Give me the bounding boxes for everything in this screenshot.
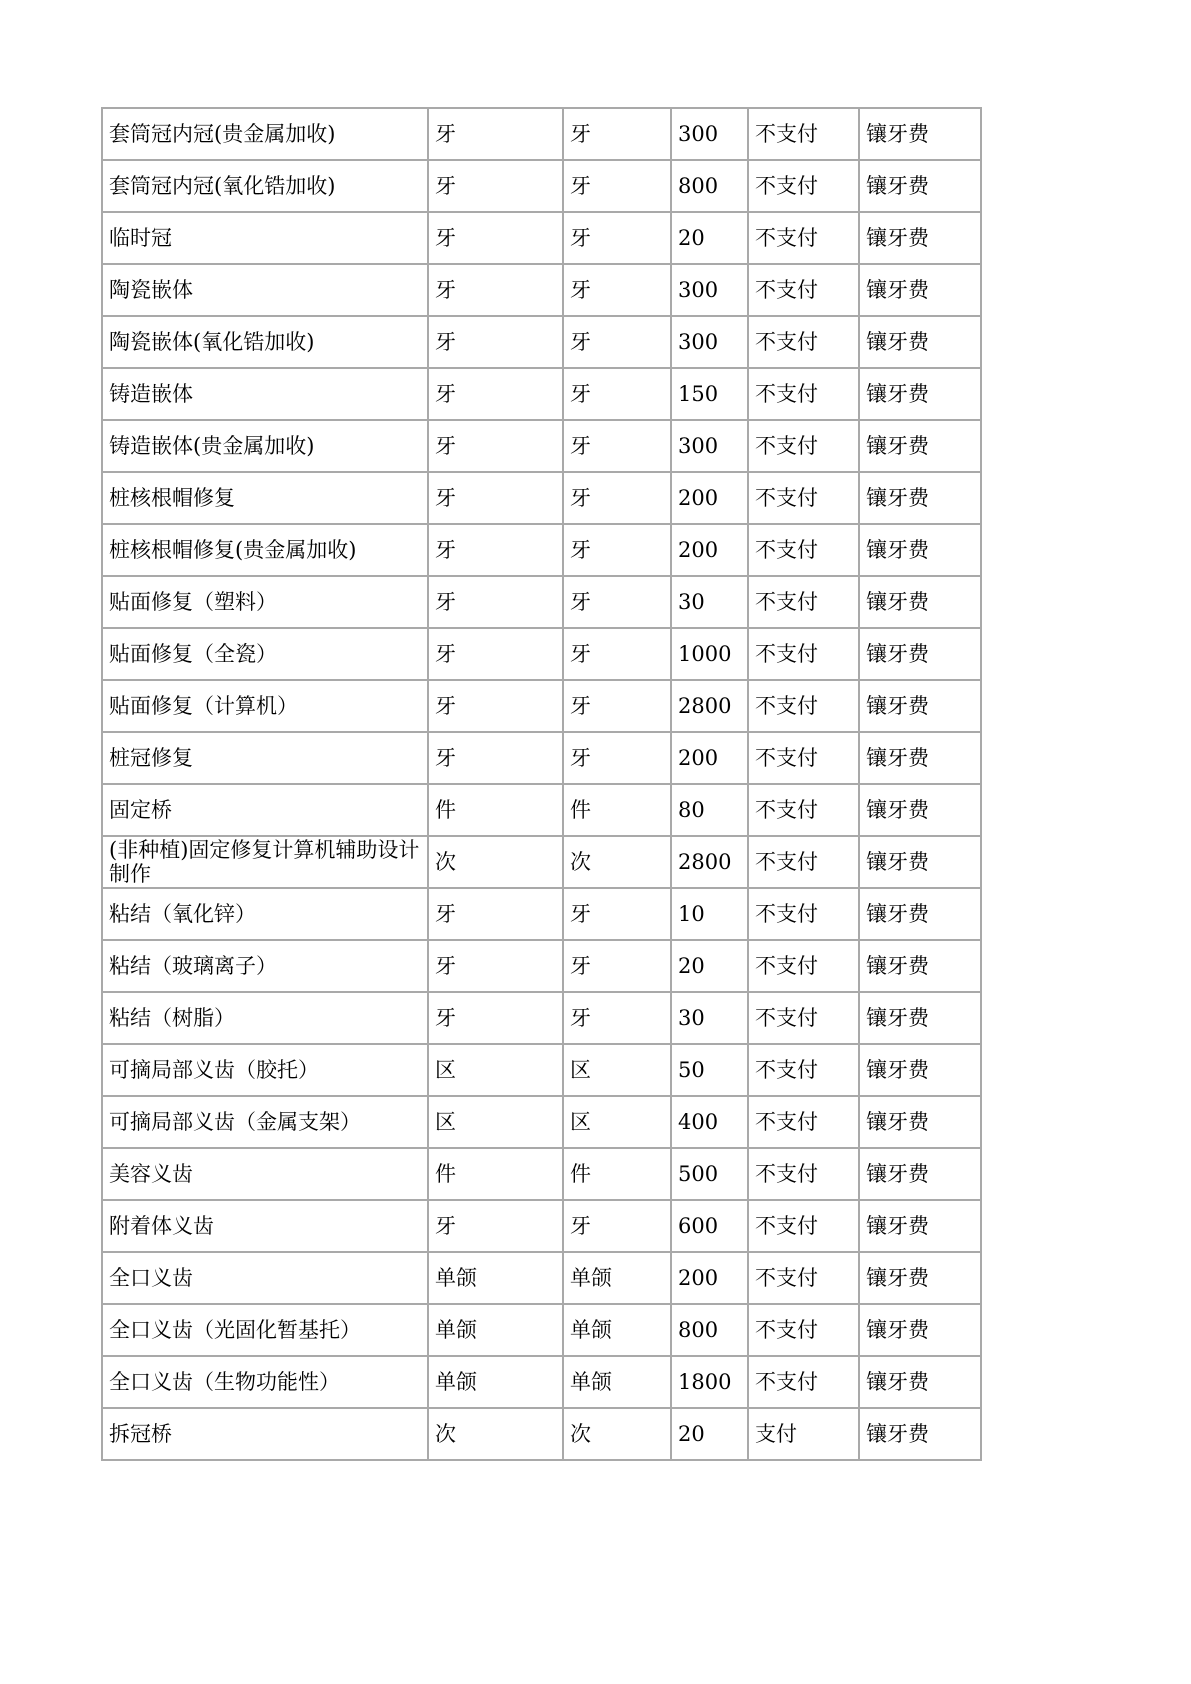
billing-unit-cell: 牙 bbox=[563, 420, 671, 472]
price-cell: 300 bbox=[671, 316, 748, 368]
unit-cell: 牙 bbox=[428, 992, 563, 1044]
fee-category-cell: 镶牙费 bbox=[859, 1304, 981, 1356]
item-name-cell: 贴面修复（塑料） bbox=[102, 576, 428, 628]
item-name-cell: 拆冠桥 bbox=[102, 1408, 428, 1460]
payment-status-cell: 不支付 bbox=[748, 680, 859, 732]
unit-cell: 牙 bbox=[428, 628, 563, 680]
unit-cell: 牙 bbox=[428, 732, 563, 784]
item-name-cell: 铸造嵌体(贵金属加收) bbox=[102, 420, 428, 472]
table-row bbox=[102, 264, 981, 316]
unit-cell: 区 bbox=[428, 1044, 563, 1096]
item-name-cell: 粘结（玻璃离子） bbox=[102, 940, 428, 992]
unit-cell: 件 bbox=[428, 1148, 563, 1200]
billing-unit-cell: 牙 bbox=[563, 160, 671, 212]
billing-unit-cell: 牙 bbox=[563, 680, 671, 732]
fee-category-cell: 镶牙费 bbox=[859, 888, 981, 940]
unit-cell: 单颌 bbox=[428, 1252, 563, 1304]
payment-status-cell: 不支付 bbox=[748, 992, 859, 1044]
item-name-cell: 美容义齿 bbox=[102, 1148, 428, 1200]
payment-status-cell: 不支付 bbox=[748, 108, 859, 160]
item-name-cell: 贴面修复（全瓷） bbox=[102, 628, 428, 680]
billing-unit-cell: 牙 bbox=[563, 524, 671, 576]
billing-unit-cell: 单颌 bbox=[563, 1356, 671, 1408]
billing-unit-cell: 牙 bbox=[563, 368, 671, 420]
billing-unit-cell: 牙 bbox=[563, 264, 671, 316]
price-cell: 300 bbox=[671, 420, 748, 472]
table-row bbox=[102, 1044, 981, 1096]
price-cell: 1000 bbox=[671, 628, 748, 680]
table-row bbox=[102, 628, 981, 680]
table-row bbox=[102, 1408, 981, 1460]
table-row bbox=[102, 680, 981, 732]
unit-cell: 件 bbox=[428, 784, 563, 836]
price-cell: 500 bbox=[671, 1148, 748, 1200]
fee-category-cell: 镶牙费 bbox=[859, 524, 981, 576]
unit-cell: 单颌 bbox=[428, 1304, 563, 1356]
unit-cell: 牙 bbox=[428, 472, 563, 524]
table-row bbox=[102, 316, 981, 368]
payment-status-cell: 不支付 bbox=[748, 1044, 859, 1096]
item-name-cell: 固定桥 bbox=[102, 784, 428, 836]
billing-unit-cell: 区 bbox=[563, 1044, 671, 1096]
unit-cell: 区 bbox=[428, 1096, 563, 1148]
billing-unit-cell: 单颌 bbox=[563, 1304, 671, 1356]
payment-status-cell: 不支付 bbox=[748, 784, 859, 836]
table-row bbox=[102, 212, 981, 264]
fee-category-cell: 镶牙费 bbox=[859, 316, 981, 368]
table-row bbox=[102, 1304, 981, 1356]
fee-category-cell: 镶牙费 bbox=[859, 732, 981, 784]
item-name-cell: 粘结（氧化锌） bbox=[102, 888, 428, 940]
unit-cell: 牙 bbox=[428, 160, 563, 212]
table-row bbox=[102, 784, 981, 836]
table-row bbox=[102, 836, 981, 888]
item-name-cell: 全口义齿 bbox=[102, 1252, 428, 1304]
price-cell: 30 bbox=[671, 576, 748, 628]
fee-category-cell: 镶牙费 bbox=[859, 836, 981, 888]
unit-cell: 次 bbox=[428, 836, 563, 888]
item-name-cell: 陶瓷嵌体(氧化锆加收) bbox=[102, 316, 428, 368]
billing-unit-cell: 牙 bbox=[563, 940, 671, 992]
fee-category-cell: 镶牙费 bbox=[859, 940, 981, 992]
payment-status-cell: 不支付 bbox=[748, 940, 859, 992]
fee-category-cell: 镶牙费 bbox=[859, 628, 981, 680]
price-cell: 200 bbox=[671, 1252, 748, 1304]
item-name-cell: 桩冠修复 bbox=[102, 732, 428, 784]
fee-category-cell: 镶牙费 bbox=[859, 160, 981, 212]
payment-status-cell: 不支付 bbox=[748, 316, 859, 368]
billing-unit-cell: 牙 bbox=[563, 472, 671, 524]
payment-status-cell: 不支付 bbox=[748, 732, 859, 784]
price-cell: 800 bbox=[671, 160, 748, 212]
table-row bbox=[102, 1096, 981, 1148]
unit-cell: 牙 bbox=[428, 940, 563, 992]
unit-cell: 牙 bbox=[428, 212, 563, 264]
fee-category-cell: 镶牙费 bbox=[859, 1044, 981, 1096]
item-name-cell: 全口义齿（光固化暂基托） bbox=[102, 1304, 428, 1356]
item-name-cell: 套筒冠内冠(贵金属加收) bbox=[102, 108, 428, 160]
price-cell: 200 bbox=[671, 524, 748, 576]
price-cell: 10 bbox=[671, 888, 748, 940]
table-row bbox=[102, 108, 981, 160]
payment-status-cell: 不支付 bbox=[748, 420, 859, 472]
fee-category-cell: 镶牙费 bbox=[859, 1096, 981, 1148]
payment-status-cell: 不支付 bbox=[748, 264, 859, 316]
item-name-cell: 全口义齿（生物功能性） bbox=[102, 1356, 428, 1408]
unit-cell: 牙 bbox=[428, 368, 563, 420]
price-cell: 150 bbox=[671, 368, 748, 420]
fee-category-cell: 镶牙费 bbox=[859, 368, 981, 420]
item-name-cell: 桩核根帽修复 bbox=[102, 472, 428, 524]
table-row bbox=[102, 1200, 981, 1252]
fee-category-cell: 镶牙费 bbox=[859, 576, 981, 628]
unit-cell: 次 bbox=[428, 1408, 563, 1460]
table-row bbox=[102, 888, 981, 940]
item-name-cell: 铸造嵌体 bbox=[102, 368, 428, 420]
fee-category-cell: 镶牙费 bbox=[859, 1200, 981, 1252]
table-row bbox=[102, 1356, 981, 1408]
fee-category-cell: 镶牙费 bbox=[859, 784, 981, 836]
price-cell: 20 bbox=[671, 212, 748, 264]
payment-status-cell: 不支付 bbox=[748, 1252, 859, 1304]
item-name-cell: 临时冠 bbox=[102, 212, 428, 264]
payment-status-cell: 不支付 bbox=[748, 888, 859, 940]
payment-status-cell: 不支付 bbox=[748, 1148, 859, 1200]
billing-unit-cell: 次 bbox=[563, 836, 671, 888]
price-cell: 300 bbox=[671, 264, 748, 316]
payment-status-cell: 不支付 bbox=[748, 212, 859, 264]
fee-category-cell: 镶牙费 bbox=[859, 420, 981, 472]
billing-unit-cell: 牙 bbox=[563, 576, 671, 628]
payment-status-cell: 不支付 bbox=[748, 472, 859, 524]
table-row bbox=[102, 1148, 981, 1200]
dental-fee-table bbox=[101, 107, 982, 1461]
billing-unit-cell: 牙 bbox=[563, 316, 671, 368]
fee-category-cell: 镶牙费 bbox=[859, 1408, 981, 1460]
fee-category-cell: 镶牙费 bbox=[859, 1148, 981, 1200]
item-name-cell: 附着体义齿 bbox=[102, 1200, 428, 1252]
price-cell: 300 bbox=[671, 108, 748, 160]
item-name-cell: 可摘局部义齿（金属支架） bbox=[102, 1096, 428, 1148]
fee-category-cell: 镶牙费 bbox=[859, 1356, 981, 1408]
item-name-cell: 陶瓷嵌体 bbox=[102, 264, 428, 316]
payment-status-cell: 不支付 bbox=[748, 160, 859, 212]
payment-status-cell: 不支付 bbox=[748, 576, 859, 628]
table-row bbox=[102, 576, 981, 628]
billing-unit-cell: 单颌 bbox=[563, 1252, 671, 1304]
unit-cell: 牙 bbox=[428, 576, 563, 628]
billing-unit-cell: 牙 bbox=[563, 1200, 671, 1252]
billing-unit-cell: 件 bbox=[563, 784, 671, 836]
billing-unit-cell: 牙 bbox=[563, 108, 671, 160]
item-name-cell: 桩核根帽修复(贵金属加收) bbox=[102, 524, 428, 576]
price-cell: 200 bbox=[671, 472, 748, 524]
billing-unit-cell: 牙 bbox=[563, 732, 671, 784]
table-row bbox=[102, 160, 981, 212]
price-cell: 1800 bbox=[671, 1356, 748, 1408]
payment-status-cell: 不支付 bbox=[748, 628, 859, 680]
table-row bbox=[102, 992, 981, 1044]
item-name-cell: 套筒冠内冠(氧化锆加收) bbox=[102, 160, 428, 212]
table-row bbox=[102, 524, 981, 576]
price-cell: 20 bbox=[671, 1408, 748, 1460]
payment-status-cell: 支付 bbox=[748, 1408, 859, 1460]
price-cell: 2800 bbox=[671, 836, 748, 888]
price-cell: 200 bbox=[671, 732, 748, 784]
fee-category-cell: 镶牙费 bbox=[859, 108, 981, 160]
payment-status-cell: 不支付 bbox=[748, 368, 859, 420]
unit-cell: 牙 bbox=[428, 108, 563, 160]
table-row bbox=[102, 732, 981, 784]
price-cell: 600 bbox=[671, 1200, 748, 1252]
payment-status-cell: 不支付 bbox=[748, 1096, 859, 1148]
billing-unit-cell: 牙 bbox=[563, 992, 671, 1044]
fee-category-cell: 镶牙费 bbox=[859, 1252, 981, 1304]
table-row bbox=[102, 368, 981, 420]
fee-category-cell: 镶牙费 bbox=[859, 680, 981, 732]
unit-cell: 牙 bbox=[428, 524, 563, 576]
unit-cell: 牙 bbox=[428, 680, 563, 732]
fee-category-cell: 镶牙费 bbox=[859, 212, 981, 264]
table-body bbox=[102, 108, 981, 1460]
item-name-cell: 粘结（树脂） bbox=[102, 992, 428, 1044]
payment-status-cell: 不支付 bbox=[748, 524, 859, 576]
price-cell: 80 bbox=[671, 784, 748, 836]
price-cell: 20 bbox=[671, 940, 748, 992]
price-cell: 800 bbox=[671, 1304, 748, 1356]
item-name-cell: 可摘局部义齿（胶托） bbox=[102, 1044, 428, 1096]
unit-cell: 牙 bbox=[428, 316, 563, 368]
unit-cell: 单颌 bbox=[428, 1356, 563, 1408]
table-row bbox=[102, 1252, 981, 1304]
item-name-cell: (非种植)固定修复计算机辅助设计制作 bbox=[102, 836, 428, 888]
item-name-cell: 贴面修复（计算机） bbox=[102, 680, 428, 732]
price-cell: 2800 bbox=[671, 680, 748, 732]
billing-unit-cell: 区 bbox=[563, 1096, 671, 1148]
billing-unit-cell: 次 bbox=[563, 1408, 671, 1460]
unit-cell: 牙 bbox=[428, 888, 563, 940]
table-row bbox=[102, 472, 981, 524]
payment-status-cell: 不支付 bbox=[748, 1304, 859, 1356]
unit-cell: 牙 bbox=[428, 264, 563, 316]
payment-status-cell: 不支付 bbox=[748, 1356, 859, 1408]
payment-status-cell: 不支付 bbox=[748, 1200, 859, 1252]
payment-status-cell: 不支付 bbox=[748, 836, 859, 888]
unit-cell: 牙 bbox=[428, 420, 563, 472]
price-cell: 30 bbox=[671, 992, 748, 1044]
fee-category-cell: 镶牙费 bbox=[859, 264, 981, 316]
billing-unit-cell: 牙 bbox=[563, 628, 671, 680]
fee-category-cell: 镶牙费 bbox=[859, 992, 981, 1044]
table-row bbox=[102, 940, 981, 992]
billing-unit-cell: 牙 bbox=[563, 888, 671, 940]
billing-unit-cell: 件 bbox=[563, 1148, 671, 1200]
fee-category-cell: 镶牙费 bbox=[859, 472, 981, 524]
table-row bbox=[102, 420, 981, 472]
price-cell: 50 bbox=[671, 1044, 748, 1096]
unit-cell: 牙 bbox=[428, 1200, 563, 1252]
billing-unit-cell: 牙 bbox=[563, 212, 671, 264]
price-cell: 400 bbox=[671, 1096, 748, 1148]
